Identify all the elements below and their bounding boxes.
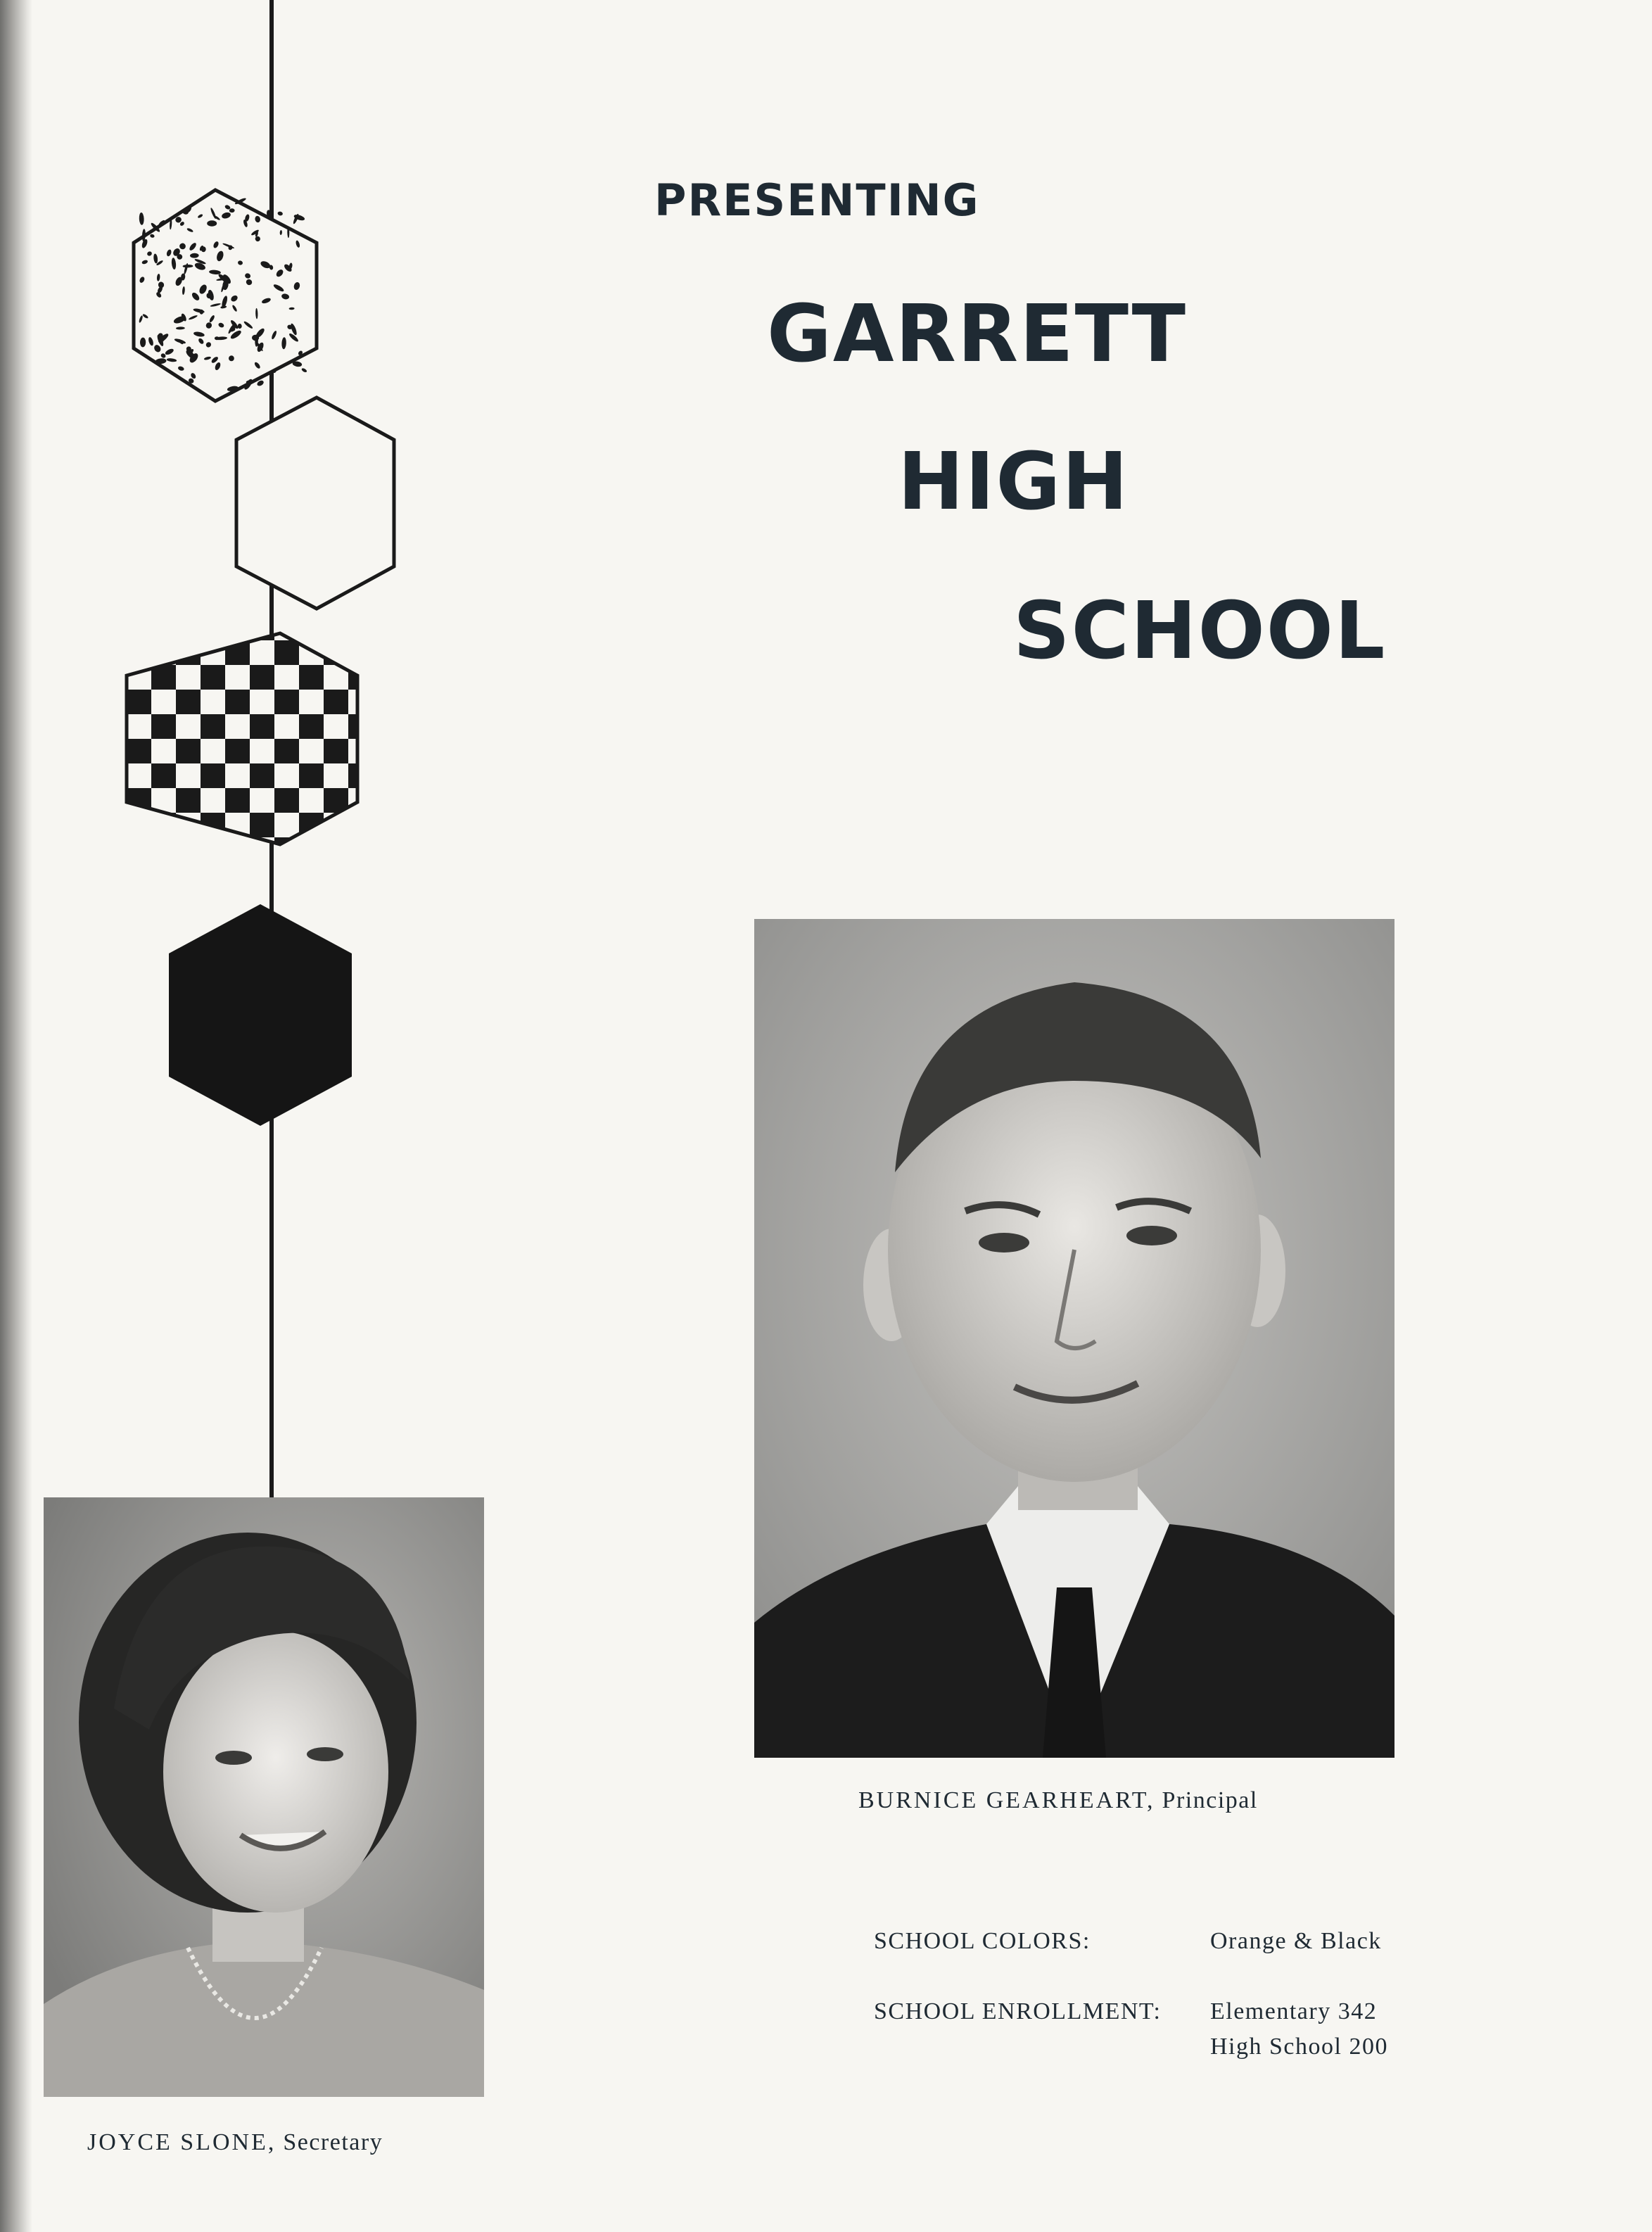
principal-name: BURNICE GEARHEART, xyxy=(858,1787,1155,1813)
enrollment-elementary: Elementary 342 xyxy=(1210,1998,1378,2024)
school-colors-value: Orange & Black xyxy=(1210,1928,1382,1954)
secretary-name: JOYCE SLONE, xyxy=(87,2129,277,2155)
principal-portrait xyxy=(754,919,1394,1758)
secretary-role: Secretary xyxy=(283,2129,383,2155)
presenting-heading: PRESENTING xyxy=(654,175,980,226)
solid-hexagon-icon xyxy=(169,904,352,1126)
title-line-school: SCHOOL xyxy=(1013,585,1387,677)
school-enrollment-label: SCHOOL ENROLLMENT: xyxy=(874,1998,1162,2024)
speckle xyxy=(267,210,270,216)
principal-role: Principal xyxy=(1162,1787,1258,1813)
speckle xyxy=(301,367,307,373)
speckled-hexagon-icon xyxy=(134,190,317,401)
outline-hexagon-icon xyxy=(236,398,394,609)
hexagon-decoration xyxy=(113,0,422,1506)
title-line-garrett: GARRETT xyxy=(767,288,1187,380)
principal-caption xyxy=(858,1787,1258,1814)
speckle xyxy=(238,324,242,329)
enrollment-high-school: High School 200 xyxy=(1210,2034,1388,2060)
secretary-portrait xyxy=(44,1497,484,2097)
title-line-high: HIGH xyxy=(898,436,1130,528)
school-colors-label: SCHOOL COLORS: xyxy=(874,1928,1091,1954)
speckle xyxy=(207,220,217,226)
page-binding-shadow xyxy=(0,0,32,2232)
secretary-caption xyxy=(87,2129,383,2156)
speckle xyxy=(139,213,144,225)
speckle xyxy=(277,211,284,216)
checkered-hexagon-icon xyxy=(127,633,357,844)
